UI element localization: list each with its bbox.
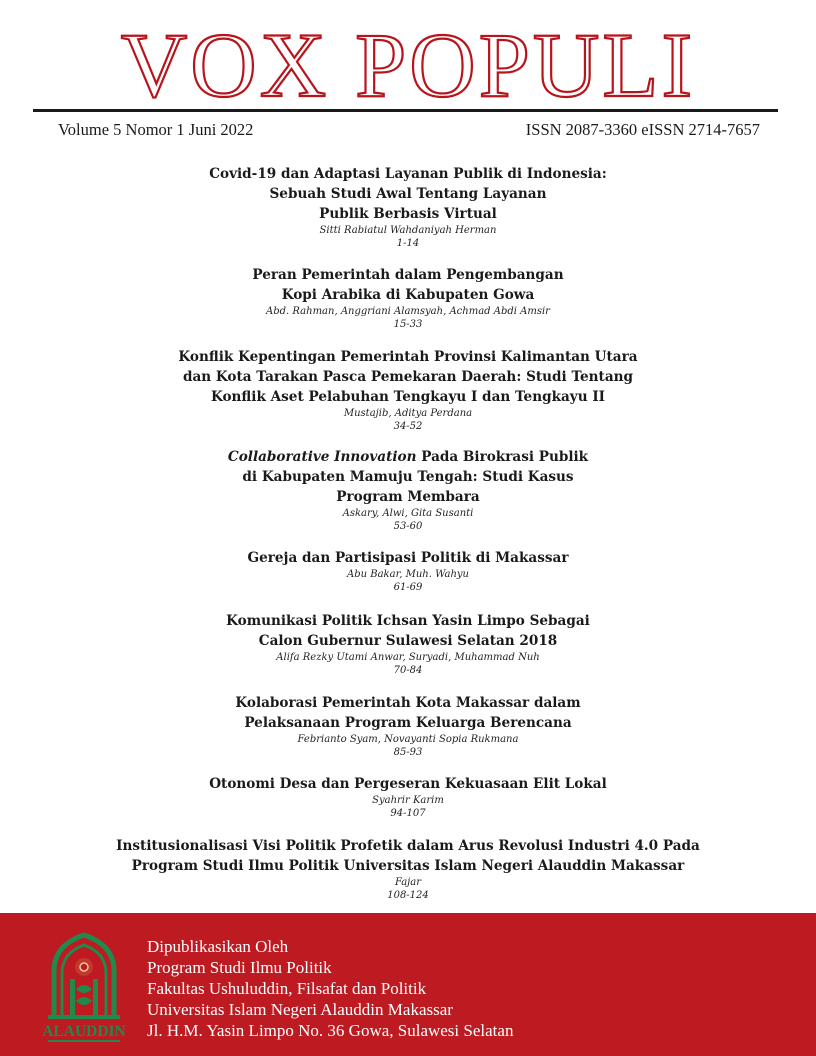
article-pages: 34-52 [393, 421, 423, 432]
article-title-line: Gereja dan Partisipasi Politik di Makassar [247, 550, 569, 566]
article-title-line: Otonomi Desa dan Pergeseran Kekuasaan Elit Lokal [209, 776, 607, 792]
article-title-line: Pelaksanaan Program Keluarga Berencana [244, 715, 572, 731]
article-authors: Mustajib, Aditya Perdana [343, 408, 473, 419]
article-title-line: Program Studi Ilmu Politik Universitas Islam Negeri Alauddin Makassar [131, 858, 685, 874]
article-title-line: dan Kota Tarakan Pasca Pemekaran Daerah: Studi Tentang [182, 369, 634, 385]
article-title-line: Covid-19 dan Adaptasi Layanan Publik di Indonesia: [209, 166, 607, 182]
article-title-line: Sebuah Studi Awal Tentang Layanan [269, 186, 547, 202]
article-5[interactable] [0, 548, 816, 594]
article-2[interactable] [0, 265, 816, 331]
article-title-line: Kolaborasi Pemerintah Kota Makassar dalam [235, 695, 581, 711]
article-title-line: Konflik Kepentingan Pemerintah Provinsi Kalimantan Utara [178, 349, 638, 365]
alauddin-logo [34, 927, 134, 1047]
publisher-footer [0, 913, 816, 1056]
masthead-logo [0, 14, 816, 104]
article-authors: Sitti Rabiatul Wahdaniyah Herman [319, 225, 497, 236]
logo-text: ALAUDDIN [42, 1023, 126, 1040]
article-9[interactable] [0, 836, 816, 902]
article-pages: 15-33 [393, 319, 423, 330]
article-pages: 61-69 [393, 582, 423, 593]
journal-title: VOX POPULI [120, 14, 696, 104]
article-7[interactable] [0, 693, 816, 759]
article-title-rest: Pada Birokrasi Publik [416, 449, 589, 465]
article-authors: Abu Bakar, Muh. Wahyu [347, 569, 469, 580]
article-title-line: Institusionalisasi Visi Politik Profetik dalam Arus Revolusi Industri 4.0 Pada [116, 838, 700, 854]
issue-line [58, 120, 760, 142]
article-authors: Alifa Rezky Utami Anwar, Suryadi, Muhammad Nuh [276, 652, 540, 663]
article-authors: Askary, Alwi, Gita Susanti [342, 508, 474, 519]
article-title-line: Calon Gubernur Sulawesi Selatan 2018 [258, 633, 558, 649]
article-title-line: Peran Pemerintah dalam Pengembangan [252, 267, 564, 283]
article-title-line: Komunikasi Politik Ichsan Yasin Limpo Sebagai [226, 613, 590, 629]
publisher-line: Dipublikasikan Oleh [147, 937, 289, 956]
article-title-line: Program Membara [336, 489, 480, 505]
article-authors: Syahrir Karim [372, 795, 444, 806]
publisher-line: Jl. H.M. Yasin Limpo No. 36 Gowa, Sulawesi Selatan [147, 1021, 514, 1040]
article-authors: Fajar [394, 877, 422, 888]
masthead [0, 14, 816, 104]
article-title-italic: Collaborative Innovation [227, 449, 417, 465]
article-3[interactable] [0, 347, 816, 433]
article-pages: 53-60 [393, 521, 423, 532]
publisher-line: Program Studi Ilmu Politik [147, 958, 332, 977]
article-title-line [0, 447, 816, 467]
article-title-line: Kopi Arabika di Kabupaten Gowa [281, 287, 535, 303]
article-pages: 1-14 [396, 238, 420, 249]
article-8[interactable] [0, 774, 816, 820]
article-pages: 85-93 [393, 747, 423, 758]
publisher-line: Universitas Islam Negeri Alauddin Makassar [147, 1000, 453, 1019]
issue-volume: Volume 5 Nomor 1 Juni 2022 [58, 120, 254, 139]
article-title-line: Publik Berbasis Virtual [319, 206, 497, 222]
article-authors: Abd. Rahman, Anggriani Alamsyah, Achmad Abdi Amsir [266, 306, 550, 317]
article-6[interactable] [0, 611, 816, 677]
issue-issn: ISSN 2087-3360 eISSN 2714-7657 [525, 120, 760, 139]
header-rule [33, 109, 778, 112]
publisher-line: Fakultas Ushuluddin, Filsafat dan Politik [147, 979, 427, 998]
article-authors: Febrianto Syam, Novayanti Sopia Rukmana [297, 734, 519, 745]
article-4[interactable] [0, 447, 816, 533]
publisher-info [147, 936, 513, 1041]
article-title-line: di Kabupaten Mamuju Tengah: Studi Kasus [242, 469, 574, 485]
article-title-line: Konflik Aset Pelabuhan Tengkayu I dan Tengkayu II [210, 389, 606, 405]
article-1[interactable] [0, 164, 816, 250]
article-pages: 108-124 [387, 890, 429, 901]
article-pages: 94-107 [390, 808, 426, 819]
article-pages: 70-84 [393, 665, 423, 676]
